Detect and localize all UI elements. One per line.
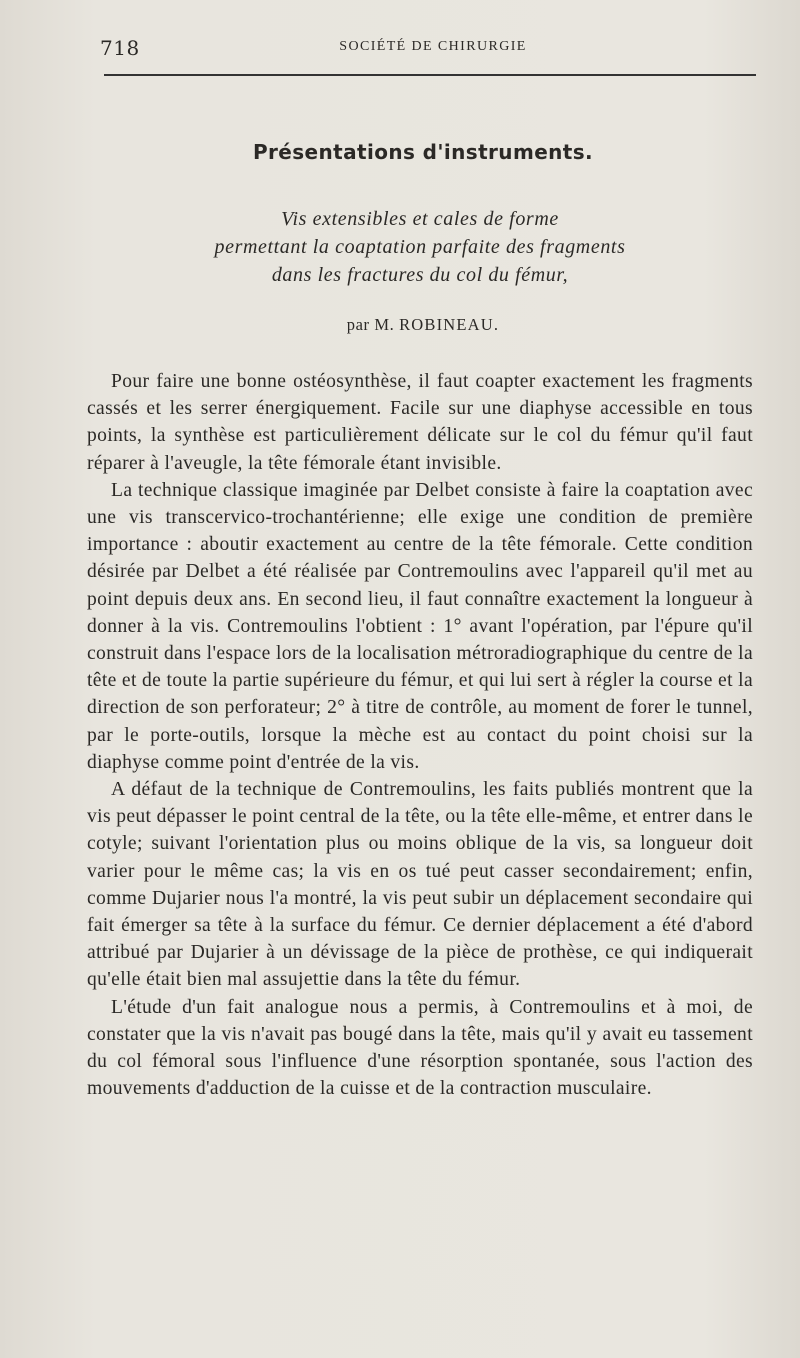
article-title bbox=[150, 205, 690, 289]
article-title-line: dans les fractures du col du fémur, bbox=[271, 264, 569, 286]
paragraph: A défaut de la technique de Contremoulins, les faits publiés montrent que la vis peut dépasser le point central de la tête, ou la tête elle-même, et entrer dans le cotyle; suivant l'orientation plus ou moins oblique de la vis, sa longueur doit varier pour le même cas; la vis en os tué peut casser secondairement; enfin, comme Dujarier nous l'a montré, la vis peut subir un déplacement secondaire qui fait émerger sa tête à la surface du fémur. Ce dernier déplacement a été d'abord attribué par Dujarier à un dévissage de la pièce de prothèse, ce qui indiquerait qu'elle était bien mal assujettie dans la tête du fémur. bbox=[87, 779, 753, 991]
running-head: SOCIÉTÉ DE CHIRURGIE bbox=[339, 39, 527, 54]
article-title-line: permettant la coaptation parfaite des fragments bbox=[214, 236, 626, 258]
byline-prefix: par M. bbox=[346, 315, 395, 334]
paragraph: La technique classique imaginée par Delbet consiste à faire la coaptation avec une vis transcervico-trochantérienne; elle exige une condition de première importance : aboutir exactement au centre de la tête fémorale. Cette condition désirée par Delbet a été réalisée par Contremoulins avec l'appareil qu'il met au point depuis deux ans. En second lieu, il faut connaître exactement la longueur à donner à la vis. Contremoulins l'obtient : 1° avant l'opération, par l'épure qu'il construit dans l'espace lors de la localisation métroradiographique du centre de la tête et de toute la partie supérieure du fémur, et qui lui sert à régler la course et la direction de son perforateur; 2° à titre de contrôle, au moment de forer le tunnel, par le porte-outils, lorsque la mèche est au contact du point choisi sur la diaphyse comme point d'entrée de la vis. bbox=[87, 479, 753, 773]
page-header bbox=[100, 36, 756, 58]
paragraph: L'étude d'un fait analogue nous a permis, à Contremoulins et à moi, de constater que la vis n'avait pas bougé dans la tête, mais qu'il y avait eu tassement du col fémoral sous l'influence d'une résorption spontanée, sous l'action des mouvements d'adduction de la cuisse et de la contraction musculaire. bbox=[87, 996, 753, 1100]
byline bbox=[0, 315, 800, 335]
article-title-line: Vis extensibles et cales de forme bbox=[281, 208, 559, 230]
section-title: Présentations d'instruments. bbox=[252, 140, 594, 164]
author-name: ROBINEAU. bbox=[399, 315, 500, 334]
header-rule bbox=[104, 74, 756, 76]
page-number: 718 bbox=[100, 36, 140, 60]
paragraph: Pour faire une bonne ostéosynthèse, il faut coapter exactement les fragments cassés et les serrer énergiquement. Facile sur une diaphyse accessible en tous points, la synthèse est particulièrement délicate sur le col du fémur qu'il faut réparer à l'aveugle, la tête fémorale étant invisible. bbox=[87, 371, 753, 474]
article-body bbox=[87, 368, 753, 1102]
